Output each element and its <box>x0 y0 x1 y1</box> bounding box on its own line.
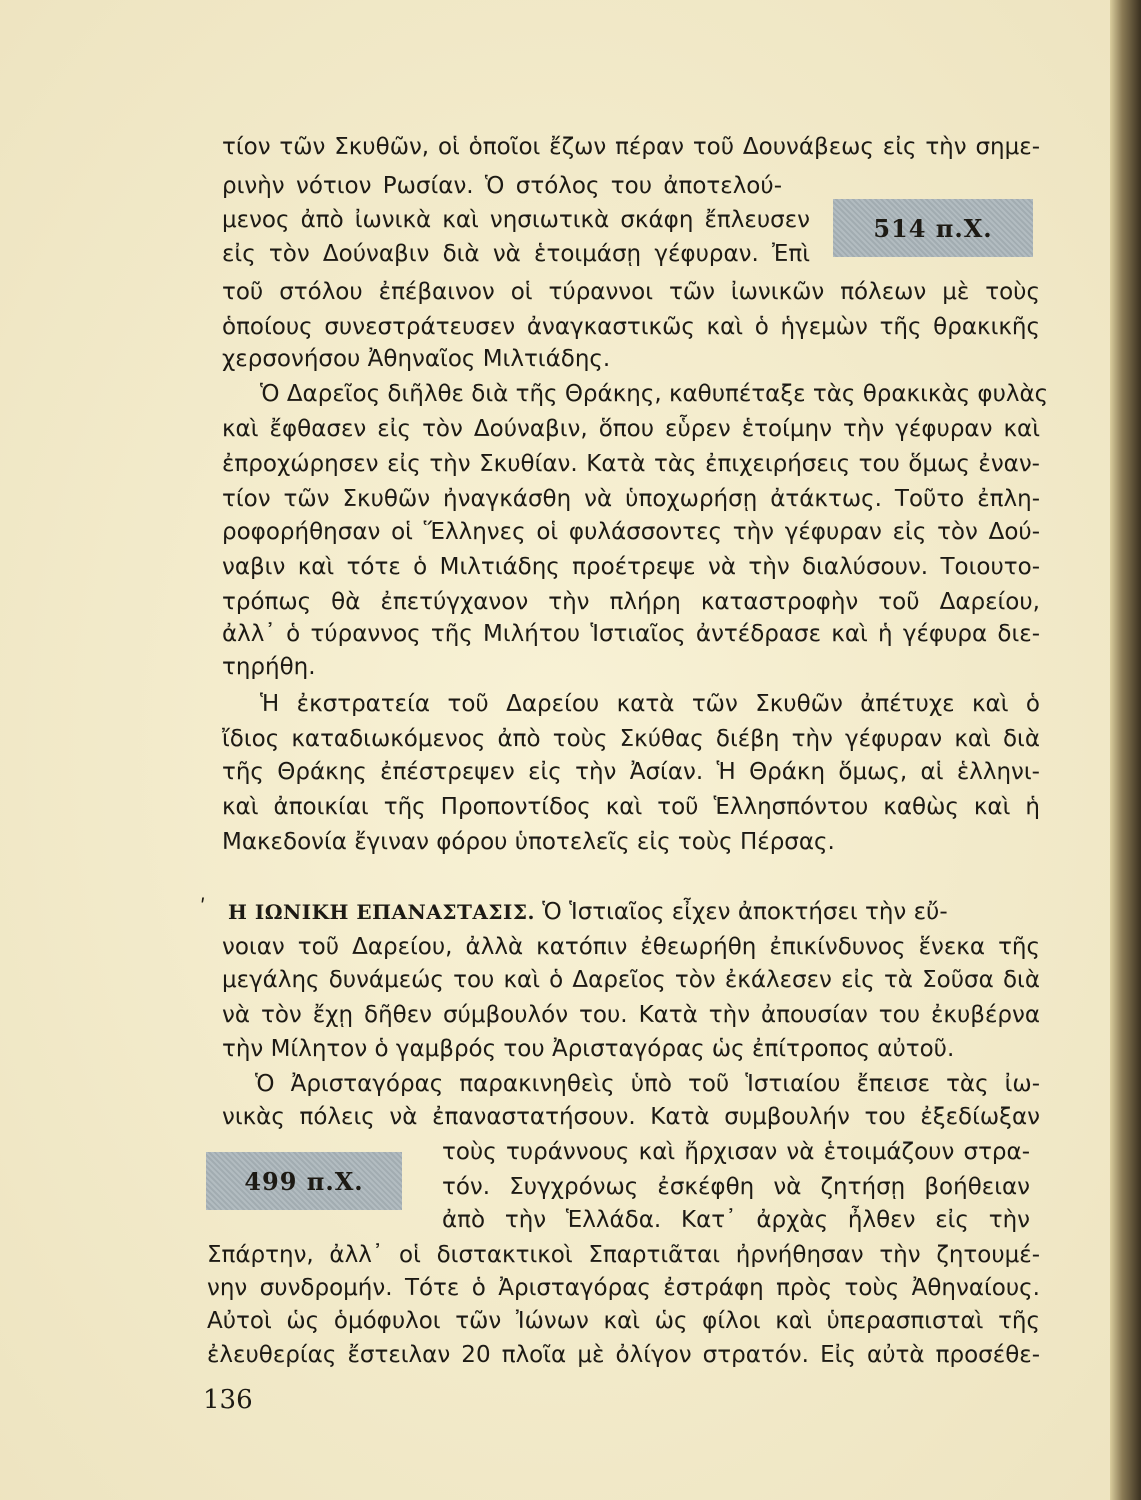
text-line: ρινὴν νότιον Ρωσίαν. Ὁ στόλος του ἀποτελού- <box>222 173 782 199</box>
text-line: Αὐτοὶ ὡς ὁμόφυλοι τῶν Ἰώνων καὶ ὡς φίλοι καὶ ὑπερασπισταὶ τῆς <box>207 1308 1040 1334</box>
margin-note-514: 514 π.Χ. <box>833 199 1033 257</box>
text-line: ἐλευθερίας ἔστειλαν 20 πλοῖα μὲ ὀλίγον στρατόν. Εἰς αὐτὰ προσέθε- <box>207 1342 1040 1368</box>
section-heading-title: Η ΙΩΝΙΚΗ ΕΠΑΝΑΣΤΑΣΙΣ. <box>228 900 535 924</box>
text-line: ναβιν καὶ τότε ὁ Μιλτιάδης προέτρεψε νὰ τὴν διαλύσουν. Τοιουτο- <box>222 554 1040 580</box>
text-line: Ἡ ἐκστρατεία τοῦ Δαρείου κατὰ τῶν Σκυθῶν ἀπέτυχε καὶ ὁ <box>260 691 1040 717</box>
text-line: τοῦ στόλου ἐπέβαινον οἱ τύραννοι τῶν ἰωνικῶν πόλεων μὲ τοὺς <box>222 279 1040 305</box>
text-line: χερσονήσου Ἀθηναῖος Μιλτιάδης. <box>222 346 611 372</box>
margin-note-499: 499 π.Χ. <box>206 1152 402 1210</box>
text-line: Μακεδονία ἔγιναν φόρου ὑποτελεῖς εἰς τοὺς Πέρσας. <box>222 829 835 855</box>
text-line: τὴν Μίλητον ὁ γαμβρός του Ἀρισταγόρας ὡς ἐπίτροπος αὐτοῦ. <box>222 1036 955 1062</box>
book-spine-edge <box>1110 0 1141 1500</box>
text-line: ροφορήθησαν οἱ Ἕλληνες οἱ φυλάσσοντες τὴν γέφυραν εἰς τὸν Δού- <box>222 519 1040 545</box>
text-line: τρόπως θὰ ἐπετύγχανον τὴν πλήρη καταστροφὴν τοῦ Δαρείου, <box>222 589 1040 615</box>
text-line: νὰ τὸν ἔχῃ δῆθεν σύμβουλόν του. Κατὰ τὴν ἀπουσίαν του ἐκυβέρνα <box>222 1002 1040 1028</box>
text-line: νοιαν τοῦ Δαρείου, ἀλλὰ κατόπιν ἐθεωρήθη ἐπικίνδυνος ἕνεκα τῆς <box>222 934 1040 960</box>
text-line: ἀπὸ τὴν Ἑλλάδα. Κατ᾽ ἀρχὰς ἦλθεν εἰς τὴν <box>442 1207 1030 1233</box>
text-line: ἀλλ᾽ ὁ τύραννος τῆς Μιλήτου Ἱστιαῖος ἀντέδρασε καὶ ἡ γέφυρα διε- <box>222 621 1040 647</box>
text-line: τοὺς τυράννους καὶ ἤρχισαν νὰ ἑτοιμάζουν στρα- <box>442 1139 1030 1165</box>
text-line: τῆς Θράκης ἐπέστρεψεν εἰς τὴν Ἀσίαν. Ἡ Θράκη ὅμως, αἱ ἑλληνι- <box>222 759 1040 785</box>
text-line: νην συνδρομήν. Τότε ὁ Ἀρισταγόρας ἐστράφη πρὸς τοὺς Ἀθηναίους. <box>207 1275 1040 1301</box>
text-line: Ὁ Ἀρισταγόρας παρακινηθεὶς ὑπὸ τοῦ Ἱστιαίου ἔπεισε τὰς ἰω- <box>255 1071 1040 1097</box>
text-line: ἐπροχώρησεν εἰς τὴν Σκυθίαν. Κατὰ τὰς ἐπιχειρήσεις του ὅμως ἐναν- <box>222 451 1040 477</box>
text-line: τηρήθη. <box>222 654 316 680</box>
text-line: μεγάλης δυνάμεώς του καὶ ὁ Δαρεῖος τὸν ἐκάλεσεν εἰς τὰ Σοῦσα διὰ <box>222 967 1040 993</box>
text-line: μενος ἀπὸ ἰωνικὰ καὶ νησιωτικὰ σκάφη ἔπλευσεν <box>222 207 810 233</box>
text-line: εἰς τὸν Δούναβιν διὰ νὰ ἑτοιμάσῃ γέφυραν. Ἐπὶ <box>222 241 810 267</box>
margin-tick-mark: ʹ <box>200 895 206 919</box>
text-line: τόν. Συγχρόνως ἐσκέφθη νὰ ζητήσῃ βοήθειαν <box>442 1174 1030 1200</box>
text-line: Ὁ Ἱστιαῖος εἶχεν ἀποκτήσει τὴν εὔ- <box>534 899 948 925</box>
text-line: ὁποίους συνεστράτευσεν ἀναγκαστικῶς καὶ ὁ ἡγεμὼν τῆς θρακικῆς <box>222 314 1040 340</box>
text-line: Ὁ Δαρεῖος διῆλθε διὰ τῆς Θράκης, καθυπέταξε τὰς θρακικὰς φυλὰς <box>260 381 1049 407</box>
text-line: τίον τῶν Σκυθῶν, οἱ ὁποῖοι ἔζων πέραν τοῦ Δουνάβεως εἰς τὴν σημε- <box>222 134 1040 160</box>
text-line: Σπάρτην, ἀλλ᾽ οἱ διστακτικοὶ Σπαρτιᾶται ἠρνήθησαν τὴν ζητουμέ- <box>207 1242 1040 1268</box>
page-number: 136 <box>203 1385 253 1415</box>
text-line: καὶ ἀποικίαι τῆς Προποντίδος καὶ τοῦ Ἑλλησπόντου καθὼς καὶ ἡ <box>222 794 1040 820</box>
text-line: καὶ ἔφθασεν εἰς τὸν Δούναβιν, ὅπου εὗρεν ἑτοίμην τὴν γέφυραν καὶ <box>222 416 1040 442</box>
text-line: ἴδιος καταδιωκόμενος ἀπὸ τοὺς Σκύθας διέβη τὴν γέφυραν καὶ διὰ <box>222 726 1040 752</box>
text-line: τίον τῶν Σκυθῶν ἠναγκάσθη νὰ ὑποχωρήσῃ ἀτάκτως. Τοῦτο ἐπλη- <box>222 486 1040 512</box>
text-line: νικὰς πόλεις νὰ ἐπαναστατήσουν. Κατὰ συμβουλήν του ἐξεδίωξαν <box>222 1104 1040 1130</box>
section-heading <box>228 898 948 926</box>
